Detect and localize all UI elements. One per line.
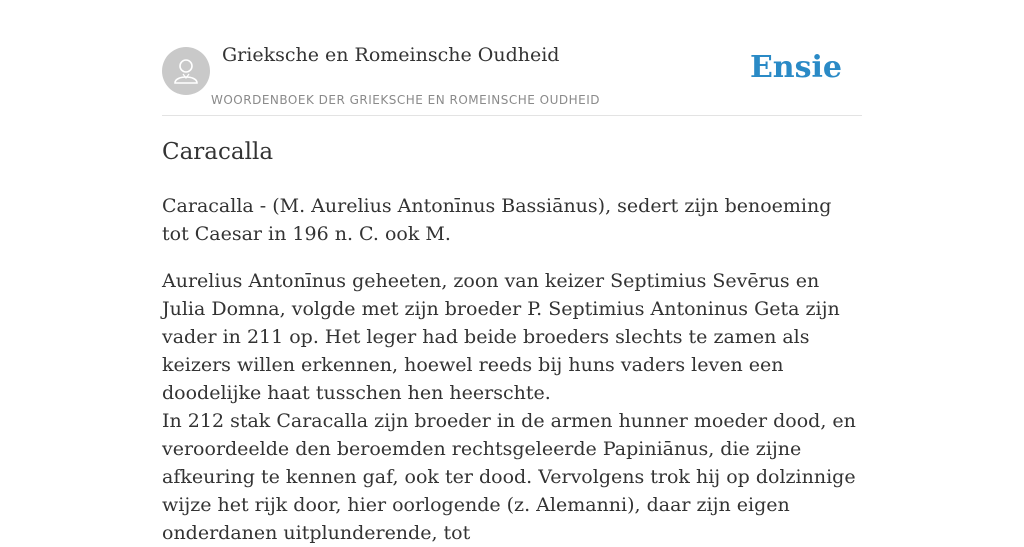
entry-paragraph: In 212 stak Caracalla zijn broeder in de armen hunner moeder dood, en veroordeelde den beroemden rechtsgeleerde Papiniānus, die zijne afkeuring te kennen gaf, ook ter dood. Vervolgens trok hij op dolzinnige wijze het rijk door, hier oorlogende (z. Alemanni), daar zijn eigen onderdanen uitplunderende, tot (162, 410, 856, 544)
entry-title: Caracalla (162, 139, 274, 165)
main-content (162, 0, 862, 544)
avatar[interactable] (162, 47, 210, 95)
book-title[interactable]: Grieksche en Romeinsche Oudheid (222, 44, 560, 66)
header (162, 0, 862, 116)
entry-paragraph: Aurelius Antonīnus geheeten, zoon van keizer Septimius Sevērus en Julia Domna, volgde met zijn broeder P. Septimius Antoninus Geta zijn vader in 211 op. Het leger had beide broeders slechts te zamen als keizers willen erkennen, hoewel reeds bij huns vaders leven een doodelijke haat tusschen hen heerschte. (162, 270, 840, 404)
entry-paragraph: Caracalla - (M. Aurelius Antonīnus Bassiānus), sedert zijn benoeming tot Caesar in 196 n. C. ook M. (162, 195, 832, 245)
book-subtitle: WOORDENBOEK DER GRIEKSCHE EN ROMEINSCHE OUDHEID (211, 93, 601, 107)
ensie-logo-link[interactable]: Ensie (749, 50, 842, 85)
user-placeholder-icon (171, 56, 201, 86)
